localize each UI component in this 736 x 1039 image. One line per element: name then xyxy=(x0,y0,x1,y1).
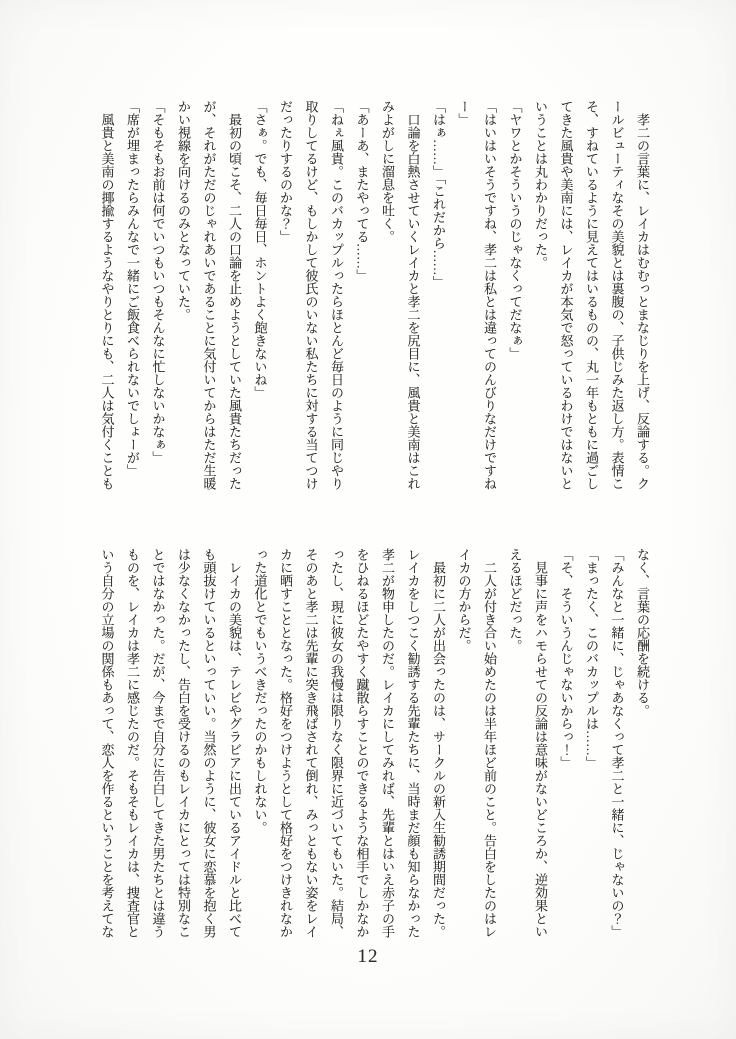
text-column: 「席が埋まったらみんなで一緒にご飯食べられないでしょーが」 xyxy=(125,100,140,477)
text-column: 孝二が物申したのだ。レイカにしてみれば、先輩とはいえ赤子の手 xyxy=(380,548,395,938)
text-column: イカの方からだ。 xyxy=(456,548,472,652)
text-column: 最初に二人が出会ったのは、サークルの新入生勧誘期間だった。 xyxy=(431,548,446,938)
text-column: をひねるほどたやすく蹴散らすことのできるような相手でしかなか xyxy=(354,548,370,938)
text-column: レイカの美貌は、テレビやグラビアに出ているアイドルと比べて xyxy=(227,548,242,938)
text-column: ールビューティなその美貌とは裏腹の、子供じみた返し方。表情こ xyxy=(609,100,625,490)
text-column: みよがしに溜息を吐く。 xyxy=(380,100,395,243)
text-column: 孝二の言葉に、レイカはむむっとまなじりを上げ、反論する。ク xyxy=(635,100,650,490)
text-column: そのあと孝二は先輩に突き飛ばされて倒れ、みっともない姿をレイ xyxy=(303,548,319,938)
text-block-top xyxy=(94,100,655,494)
text-column: 「みんなと一緒に、じゃあなくって孝二と一緒に、じゃないの？」 xyxy=(609,548,625,938)
text-column: も頭抜けているといっていい。当然のように、彼女に恋慕を抱く男 xyxy=(201,548,217,938)
text-column: レイカをしつこく勧誘する先輩たちに、当時まだ顔も知らなかった xyxy=(405,548,421,938)
text-column: カに晒すこととなった。格好をつけようとして格好をつけきれなか xyxy=(278,548,293,938)
text-column: 「まったく、このバカップルは……」 xyxy=(584,548,599,769)
text-column: 風貴と美南の揶揄するようなやりとりにも、二人は気付くことも xyxy=(99,100,115,490)
text-column: えるほどだった。 xyxy=(507,548,523,652)
text-column: 取りしてるけど、もしかして彼氏のいない私たちに対する当てつけ xyxy=(303,100,319,490)
text-column: は少なくなかったし、告白を受けるのもレイカにとっては特別なこ xyxy=(176,548,191,938)
text-column: った道化とでもいうべきだったのかもしれない。 xyxy=(252,548,268,834)
text-column: 「はぁ……」「これだから……」 xyxy=(431,100,446,289)
text-column: 見事に声をハモらせての反論は意味がないどころか、逆効果とい xyxy=(533,548,548,938)
text-column: そ、すねているように見えてはいるものの、丸一年もともに過ごし xyxy=(584,100,599,490)
text-column: ー」 xyxy=(456,100,472,126)
text-column: だったりするのかな？」 xyxy=(278,100,293,243)
text-column: 「さぁ。でも、毎日毎日、ホントよく飽きないね」 xyxy=(252,100,268,399)
text-column: 最初の頃こそ、二人の口論を止めようとしていた風貴たちだった xyxy=(227,100,242,490)
text-column: かい視線を向けるのみとなっていた。 xyxy=(176,100,191,321)
text-column: 「そ、そういうんじゃないからっ！」 xyxy=(558,548,574,769)
text-column: いう自分の立場の関係もあって、恋人を作るということを考えてな xyxy=(99,548,115,938)
text-column: 二人が付き合い始めたのは半年ほど前のこと。告白をしたのはレ xyxy=(482,548,497,938)
text-column: 「ねぇ風貴。このバカップルったらほとんど毎日のように同じやり xyxy=(329,100,344,490)
text-column: 口論を白熱させていくレイカと孝二を尻目に、風貴と美南はこれ xyxy=(405,100,421,490)
text-column: が、それがただのじゃれあいであることに気付いてからはただ生暖 xyxy=(201,100,217,490)
page-number: 12 xyxy=(357,946,379,967)
text-block-bottom xyxy=(94,548,655,942)
text-column: 「あーあ、またやってる……」 xyxy=(354,100,370,282)
text-column: 「ヤワとかそういうのじゃなくってだなぁ」 xyxy=(507,100,523,360)
text-column: 「そもそもお前は何でいつもいつもそんなに忙しないかなぁ」 xyxy=(150,100,166,464)
text-column: ものを、レイカは孝二に感じたのだ。そもそもレイカは、捜査官と xyxy=(125,548,140,938)
text-column: いうことは丸わかりだった。 xyxy=(533,100,548,269)
text-column: てきた風貴や美南には、レイカが本気で怒っているわけではないと xyxy=(558,100,574,490)
text-column: とではなかった。だが、今まで自分に告白してきた男たちとは違う xyxy=(150,548,166,938)
text-column: なく、言葉の応酬を続ける。 xyxy=(635,548,650,717)
text-column: ったし、現に彼女の我慢は限りなく限界に近づいてもいた。結局、 xyxy=(329,548,344,938)
text-column: 「はいはいそうですね、孝二は私とは違ってのんびりなだけですね xyxy=(482,100,497,490)
